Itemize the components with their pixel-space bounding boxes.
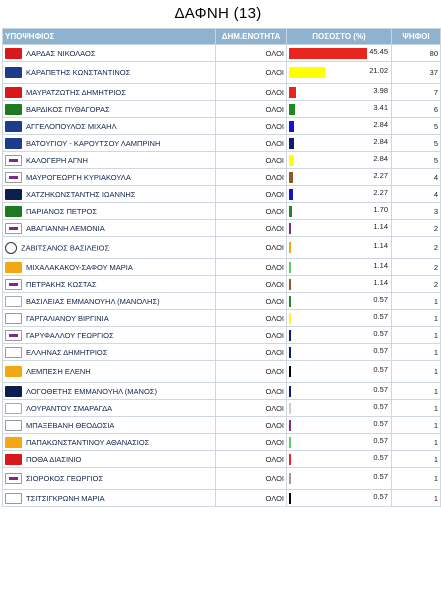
votes-cell: 1 (392, 434, 441, 451)
party-logo-icon (5, 454, 22, 465)
party-logo-icon (5, 67, 22, 78)
percent-value: 2.84 (373, 136, 388, 146)
percent-cell (287, 361, 392, 383)
party-logo-icon (5, 206, 22, 217)
percent-cell (287, 220, 392, 237)
votes-cell: 5 (392, 118, 441, 135)
candidate-cell (3, 434, 216, 451)
percent-cell (287, 84, 392, 101)
percent-cell (287, 344, 392, 361)
unit-cell: ΟΛΟΙ (216, 383, 287, 400)
percent-bar (289, 104, 295, 115)
candidate-cell (3, 417, 216, 434)
percent-value: 0.57 (373, 294, 388, 304)
party-logo-icon (5, 347, 22, 358)
percent-bar (289, 386, 291, 397)
unit-cell: ΟΛΟΙ (216, 135, 287, 152)
table-row (3, 169, 441, 186)
candidate-name[interactable]: ΣΙΟΡΟΚΟΣ ΓΕΩΡΓΙΟΣ (26, 474, 104, 483)
party-logo-icon (5, 138, 22, 149)
votes-cell: 1 (392, 468, 441, 490)
votes-cell: 1 (392, 417, 441, 434)
percent-bar (289, 454, 291, 465)
header-candidate[interactable]: ΥΠΟΨΗΦΙΟΣ (3, 29, 216, 45)
party-logo-icon (5, 121, 22, 132)
percent-cell (287, 45, 392, 62)
percent-value: 0.57 (373, 328, 388, 338)
percent-bar (289, 206, 292, 217)
votes-cell: 80 (392, 45, 441, 62)
unit-cell: ΟΛΟΙ (216, 361, 287, 383)
table-row (3, 434, 441, 451)
percent-value: 21.02 (369, 66, 388, 75)
table-row (3, 237, 441, 259)
candidate-name[interactable]: ΚΑΡΑΠΕΤΗΣ ΚΩΝΣΤΑΝΤΙΝΟΣ (26, 68, 131, 77)
candidate-name[interactable]: ΓΑΡΓΑΛΙΑΝΟΥ ΒΙΡΓΙΝΙΑ (26, 313, 109, 323)
unit-cell: ΟΛΟΙ (216, 293, 287, 310)
percent-bar (289, 121, 294, 132)
percent-bar (289, 67, 325, 78)
unit-cell: ΟΛΟΙ (216, 62, 287, 84)
percent-value: 1.14 (373, 277, 388, 287)
percent-cell (287, 400, 392, 417)
table-row (3, 220, 441, 237)
unit-cell: ΟΛΟΙ (216, 237, 287, 259)
percent-bar (289, 223, 291, 234)
candidate-cell (3, 203, 216, 220)
percent-cell (287, 237, 392, 259)
percent-value: 0.57 (373, 311, 388, 321)
table-row (3, 490, 441, 507)
percent-bar (289, 347, 291, 358)
table-row (3, 186, 441, 203)
percent-value: 0.57 (373, 472, 388, 481)
party-logo-icon (5, 437, 22, 448)
percent-bar (289, 262, 291, 273)
percent-cell (287, 135, 392, 152)
candidate-name[interactable]: ΒΑΣΙΛΕΙΑΣ ΕΜΜΑΝΟΥΗΛ (ΜΑΝΟΛΗΣ) (26, 296, 160, 306)
candidate-cell (3, 468, 216, 490)
table-row (3, 310, 441, 327)
results-table (2, 28, 441, 507)
percent-bar (289, 87, 296, 98)
table-row (3, 293, 441, 310)
party-logo-icon (5, 330, 22, 341)
table-row (3, 45, 441, 62)
votes-cell: 1 (392, 293, 441, 310)
percent-cell (287, 383, 392, 400)
percent-value: 2.27 (373, 170, 388, 180)
percent-bar (289, 420, 291, 431)
party-logo-icon (5, 189, 22, 200)
table-row (3, 118, 441, 135)
votes-cell: 4 (392, 169, 441, 186)
table-row (3, 361, 441, 383)
percent-bar (289, 296, 291, 307)
table-row (3, 259, 441, 276)
party-logo-icon (5, 493, 22, 504)
candidate-cell (3, 344, 216, 361)
votes-cell: 37 (392, 62, 441, 84)
candidate-name[interactable]: ΤΣΙΤΣΙΓΚΡΩΝΗ ΜΑΡΙΑ (26, 493, 105, 503)
unit-cell: ΟΛΟΙ (216, 259, 287, 276)
percent-cell (287, 152, 392, 169)
party-logo-icon (5, 242, 17, 254)
percent-cell (287, 62, 392, 84)
candidate-name[interactable]: ΒΑΤΟΥΓΙΟΥ - ΚΑΡΟΥΤΣΟΥ ΛΑΜΠΡΙΝΗ (26, 138, 161, 148)
table-row (3, 344, 441, 361)
votes-cell: 1 (392, 327, 441, 344)
candidate-cell (3, 152, 216, 169)
percent-cell (287, 490, 392, 507)
candidate-cell (3, 490, 216, 507)
candidate-name[interactable]: ΓΑΡΥΦΑΛΛΟΥ ΓΕΩΡΓΙΟΣ (26, 330, 114, 340)
percent-value: 0.57 (373, 384, 388, 394)
percent-cell (287, 118, 392, 135)
percent-value: 1.14 (373, 241, 388, 250)
votes-cell: 1 (392, 361, 441, 383)
party-logo-icon (5, 279, 22, 290)
unit-cell: ΟΛΟΙ (216, 45, 287, 62)
unit-cell: ΟΛΟΙ (216, 434, 287, 451)
percent-bar (289, 313, 291, 324)
header-row (3, 29, 441, 45)
candidate-name[interactable]: ΛΟΥΡΑΝΤΟΥ ΣΜΑΡΑΓΔΑ (26, 403, 113, 413)
page-title: ΔΑΦΝΗ (13) (174, 5, 262, 22)
votes-cell: 4 (392, 186, 441, 203)
candidate-cell (3, 186, 216, 203)
percent-bar (289, 155, 294, 166)
percent-value: 1.14 (373, 221, 388, 231)
candidate-name[interactable]: ΜΠΑΞΕΒΑΝΗ ΘΕΟΔΟΣΙΑ (26, 420, 115, 430)
candidate-cell (3, 400, 216, 417)
candidate-name[interactable]: ΠΑΠΑΚΩΝΣΤΑΝΤΙΝΟΥ ΑΘΑΝΑΣΙΟΣ (26, 437, 150, 447)
votes-cell: 2 (392, 259, 441, 276)
votes-cell: 2 (392, 237, 441, 259)
unit-cell: ΟΛΟΙ (216, 84, 287, 101)
unit-cell: ΟΛΟΙ (216, 186, 287, 203)
votes-cell: 1 (392, 451, 441, 468)
percent-bar (289, 279, 291, 290)
results-body (3, 45, 441, 507)
table-row (3, 468, 441, 490)
party-logo-icon (5, 87, 22, 98)
percent-bar (289, 403, 291, 414)
candidate-name[interactable]: ΜΙΧΑΛΑΚΑΚΟΥ-ΣΑΦΟΥ ΜΑΡΙΑ (26, 262, 133, 272)
votes-cell: 5 (392, 135, 441, 152)
percent-value: 45.45 (369, 46, 388, 56)
percent-cell (287, 259, 392, 276)
candidate-name[interactable]: ΒΑΡΔΙΚΟΣ ΠΥΘΑΓΟΡΑΣ (26, 104, 110, 114)
percent-value: 3.41 (373, 102, 388, 112)
party-logo-icon (5, 366, 22, 377)
percent-value: 0.57 (373, 491, 388, 501)
unit-cell: ΟΛΟΙ (216, 220, 287, 237)
unit-cell: ΟΛΟΙ (216, 400, 287, 417)
candidate-cell (3, 327, 216, 344)
candidate-name[interactable]: ΛΕΜΠΕΣΗ ΕΛΕΝΗ (26, 367, 91, 376)
percent-value: 0.57 (373, 365, 388, 374)
percent-bar (289, 242, 291, 253)
candidate-cell (3, 101, 216, 118)
candidate-cell (3, 220, 216, 237)
table-row (3, 327, 441, 344)
table-row (3, 101, 441, 118)
candidate-name[interactable]: ΑΒΑΓΙΑΝΝΗ ΛΕΜΟΝΙΑ (26, 223, 105, 233)
table-row (3, 152, 441, 169)
percent-value: 0.57 (373, 401, 388, 411)
candidate-name[interactable]: ΖΑΒΙΤΣΑΝΟΣ ΒΑΣΙΛΕΙΟΣ (21, 243, 110, 252)
votes-cell: 1 (392, 383, 441, 400)
candidate-name[interactable]: ΜΑΥΡΟΓΕΩΡΓΗ ΚΥΡΙΑΚΟΥΛΑ (26, 172, 131, 182)
candidate-name[interactable]: ΠΟΘΑ ΔΙΑΣΙΝΙΟ (26, 454, 82, 464)
table-row (3, 451, 441, 468)
candidate-cell (3, 259, 216, 276)
party-logo-icon (5, 420, 22, 431)
percent-cell (287, 186, 392, 203)
votes-cell: 1 (392, 400, 441, 417)
unit-cell: ΟΛΟΙ (216, 169, 287, 186)
percent-value: 3.98 (373, 85, 388, 95)
votes-cell: 6 (392, 101, 441, 118)
candidate-name[interactable]: ΚΑΛΟΓΕΡΗ ΑΓΝΗ (26, 155, 88, 165)
percent-value: 0.57 (373, 435, 388, 445)
party-logo-icon (5, 386, 22, 397)
votes-cell: 5 (392, 152, 441, 169)
party-logo-icon (5, 104, 22, 115)
votes-cell: 7 (392, 84, 441, 101)
percent-cell (287, 276, 392, 293)
votes-cell: 1 (392, 490, 441, 507)
percent-value: 1.70 (373, 204, 388, 214)
unit-cell: ΟΛΟΙ (216, 310, 287, 327)
header-percent[interactable]: ΠΟΣΟΣΤΟ (%) (287, 29, 392, 45)
candidate-name[interactable]: ΛΟΓΟΘΕΤΗΣ ΕΜΜΑΝΟΥΗΛ (ΜΑΝΟΣ) (26, 386, 157, 396)
percent-cell (287, 327, 392, 344)
candidate-name[interactable]: ΠΕΤΡΑΚΗΣ ΚΩΣΤΑΣ (26, 279, 97, 289)
table-row (3, 383, 441, 400)
party-logo-icon (5, 403, 22, 414)
percent-value: 0.57 (373, 452, 388, 462)
party-logo-icon (5, 48, 22, 59)
table-row (3, 276, 441, 293)
percent-bar (289, 138, 294, 149)
unit-cell: ΟΛΟΙ (216, 490, 287, 507)
votes-cell: 1 (392, 344, 441, 361)
percent-bar (289, 330, 291, 341)
percent-cell (287, 169, 392, 186)
percent-cell (287, 293, 392, 310)
candidate-cell (3, 169, 216, 186)
percent-bar (289, 473, 291, 484)
table-row (3, 203, 441, 220)
party-logo-icon (5, 296, 22, 307)
party-logo-icon (5, 473, 22, 484)
percent-bar (289, 48, 367, 59)
candidate-cell (3, 118, 216, 135)
header-votes[interactable]: ΨΗΦΟΙ (392, 29, 441, 45)
percent-bar (289, 189, 293, 200)
candidate-cell (3, 310, 216, 327)
unit-cell: ΟΛΟΙ (216, 327, 287, 344)
percent-value: 2.84 (373, 119, 388, 129)
votes-cell: 1 (392, 310, 441, 327)
percent-bar (289, 172, 293, 183)
percent-cell (287, 434, 392, 451)
percent-value: 0.57 (373, 345, 388, 355)
party-logo-icon (5, 172, 22, 183)
table-row (3, 417, 441, 434)
candidate-name[interactable]: ΛΑΡΔΑΣ ΝΙΚΟΛΑΟΣ (26, 48, 96, 58)
candidate-cell (3, 62, 216, 84)
unit-cell: ΟΛΟΙ (216, 203, 287, 220)
party-logo-icon (5, 262, 22, 273)
percent-bar (289, 437, 291, 448)
table-row (3, 135, 441, 152)
votes-cell: 3 (392, 203, 441, 220)
party-logo-icon (5, 313, 22, 324)
unit-cell: ΟΛΟΙ (216, 468, 287, 490)
unit-cell: ΟΛΟΙ (216, 451, 287, 468)
percent-bar (289, 366, 291, 377)
party-logo-icon (5, 223, 22, 234)
candidate-cell (3, 276, 216, 293)
percent-value: 1.14 (373, 260, 388, 270)
votes-cell: 2 (392, 276, 441, 293)
percent-cell (287, 468, 392, 490)
table-row (3, 400, 441, 417)
candidate-cell (3, 45, 216, 62)
unit-cell: ΟΛΟΙ (216, 101, 287, 118)
candidate-cell (3, 237, 216, 259)
unit-cell: ΟΛΟΙ (216, 344, 287, 361)
percent-bar (289, 493, 291, 504)
unit-cell: ΟΛΟΙ (216, 417, 287, 434)
percent-cell (287, 203, 392, 220)
candidate-cell (3, 84, 216, 101)
candidate-cell (3, 135, 216, 152)
unit-cell: ΟΛΟΙ (216, 152, 287, 169)
unit-cell: ΟΛΟΙ (216, 118, 287, 135)
percent-value: 2.27 (373, 187, 388, 197)
votes-cell: 2 (392, 220, 441, 237)
candidate-name[interactable]: ΧΑΤΖΗΚΩΝΣΤΑΝΤΗΣ ΙΩΑΝΝΗΣ (26, 189, 136, 199)
candidate-name[interactable]: ΠΑΡΙΑΝΟΣ ΠΕΤΡΟΣ (26, 206, 97, 216)
candidate-cell (3, 451, 216, 468)
candidate-name[interactable]: ΕΛΛΗΝΑΣ ΔΗΜΗΤΡΙΟΣ (26, 347, 108, 357)
candidate-cell (3, 383, 216, 400)
header-unit[interactable]: ΔΗΜ.ΕΝΟΤΗΤΑ (216, 29, 287, 45)
candidate-name[interactable]: ΑΓΓΕΛΟΠΟΥΛΟΣ ΜΙΧΑΗΛ (26, 121, 117, 131)
unit-cell: ΟΛΟΙ (216, 276, 287, 293)
party-logo-icon (5, 155, 22, 166)
percent-cell (287, 417, 392, 434)
candidate-cell (3, 293, 216, 310)
table-row (3, 84, 441, 101)
percent-cell (287, 310, 392, 327)
percent-cell (287, 101, 392, 118)
percent-value: 2.84 (373, 153, 388, 163)
percent-cell (287, 451, 392, 468)
percent-value: 0.57 (373, 418, 388, 428)
candidate-name[interactable]: ΜΑΥΡΑΤΖΩΤΗΣ ΔΗΜΗΤΡΙΟΣ (26, 87, 126, 97)
table-row (3, 62, 441, 84)
candidate-cell (3, 361, 216, 383)
